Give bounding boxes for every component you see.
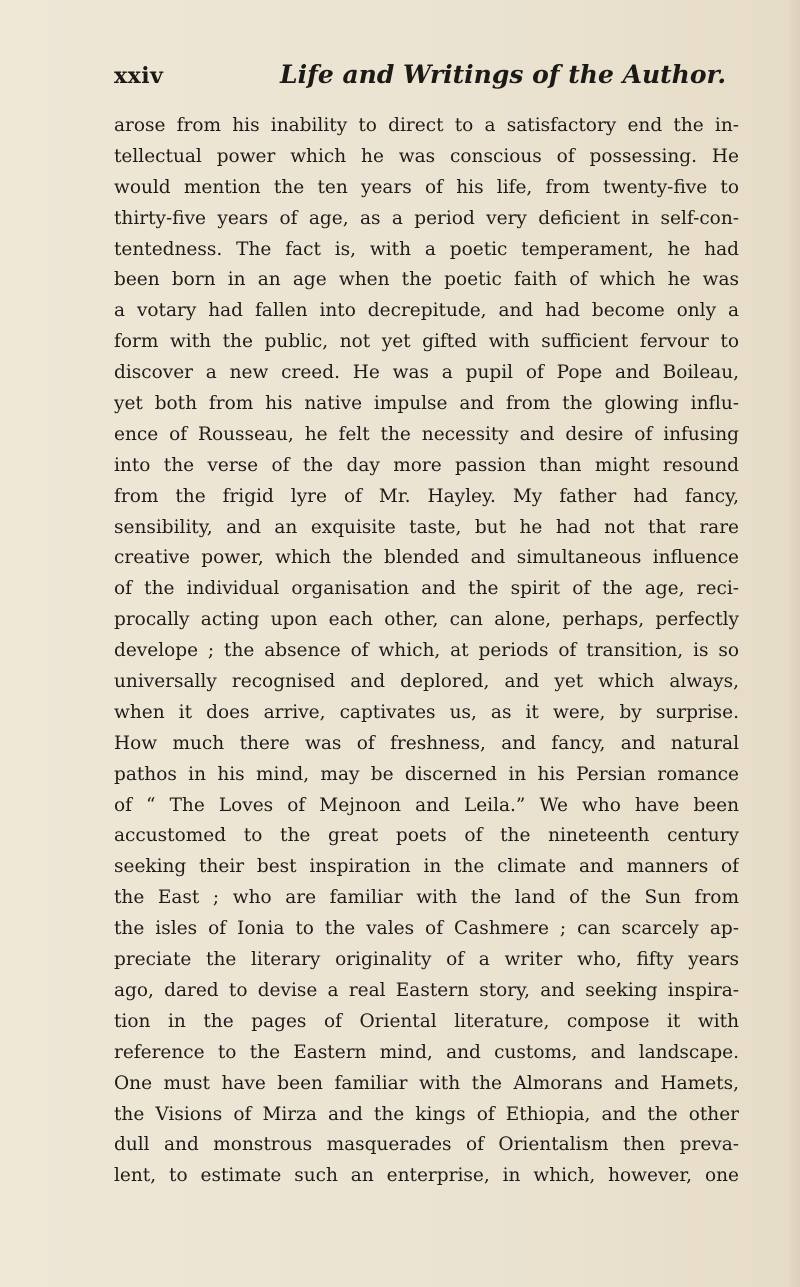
page-number: xxiv — [114, 63, 164, 89]
text-line: when it does arrive, captivates us, as it were, by surprise. — [114, 701, 739, 723]
text-line: tentedness. The fact is, with a poetic temperament, he had — [114, 238, 739, 260]
text-line: seeking their best inspiration in the climate and manners of — [114, 856, 739, 878]
text-line: pathos in his mind, may be discerned in his Persian romance — [114, 763, 739, 785]
text-line: the East ; who are familiar with the land of the Sun from — [114, 887, 739, 909]
text-line: How much there was of freshness, and fancy, and natural — [114, 732, 739, 754]
text-line: One must have been familiar with the Almorans and Hamets, — [114, 1072, 739, 1094]
page-edge-shadow — [786, 0, 800, 1287]
text-line: discover a new creed. He was a pupil of Pope and Boileau, — [114, 362, 739, 384]
text-line: form with the public, not yet gifted with sufficient fervour to — [114, 331, 739, 353]
text-line: accustomed to the great poets of the nineteenth century — [114, 825, 739, 847]
page-header — [0, 60, 800, 100]
running-head: Life and Writings of the Author. — [280, 60, 727, 89]
text-line: would mention the ten years of his life, from twenty-five to — [114, 176, 739, 198]
text-line: lent, to estimate such an enterprise, in which, however, one — [114, 1165, 739, 1187]
text-line: sensibility, and an exquisite taste, but he had not that rare — [114, 516, 739, 538]
text-line: the isles of Ionia to the vales of Cashmere ; can scarcely ap- — [114, 918, 739, 940]
text-line: arose from his inability to direct to a satisfactory end the in- — [114, 115, 739, 136]
text-line: into the verse of the day more passion than might resound — [114, 454, 739, 476]
text-line: thirty-five years of age, as a period very deficient in self-con- — [114, 207, 739, 229]
text-line: ence of Rousseau, he felt the necessity and desire of infusing — [114, 423, 739, 445]
text-line: preciate the literary originality of a writer who, fifty years — [114, 949, 739, 971]
text-line: develope ; the absence of which, at periods of transition, is so — [114, 640, 739, 662]
text-line: tion in the pages of Oriental literature, compose it with — [114, 1010, 739, 1032]
text-line: of “ The Loves of Mejnoon and Leila.” We who have been — [114, 794, 739, 816]
body-text — [114, 111, 739, 1192]
text-line: reference to the Eastern mind, and customs, and landscape. — [114, 1041, 739, 1063]
text-line: procally acting upon each other, can alone, perhaps, perfectly — [114, 609, 739, 631]
text-line: creative power, which the blended and simultaneous influence — [114, 547, 739, 569]
text-line: tellectual power which he was conscious of possessing. He — [114, 145, 739, 167]
text-line: been born in an age when the poetic faith of which he was — [114, 269, 739, 291]
text-line: the Visions of Mirza and the kings of Ethiopia, and the other — [114, 1103, 739, 1125]
text-line: yet both from his native impulse and from the glowing influ- — [114, 393, 739, 415]
text-line: from the frigid lyre of Mr. Hayley. My father had fancy, — [114, 485, 739, 507]
text-line: dull and monstrous masquerades of Orientalism then preva- — [114, 1134, 739, 1156]
text-line: universally recognised and deplored, and yet which always, — [114, 671, 739, 693]
text-line: of the individual organisation and the spirit of the age, reci- — [114, 578, 739, 600]
text-line: a votary had fallen into decrepitude, and had become only a — [114, 300, 739, 322]
text-line: ago, dared to devise a real Eastern story, and seeking inspira- — [114, 979, 739, 1001]
